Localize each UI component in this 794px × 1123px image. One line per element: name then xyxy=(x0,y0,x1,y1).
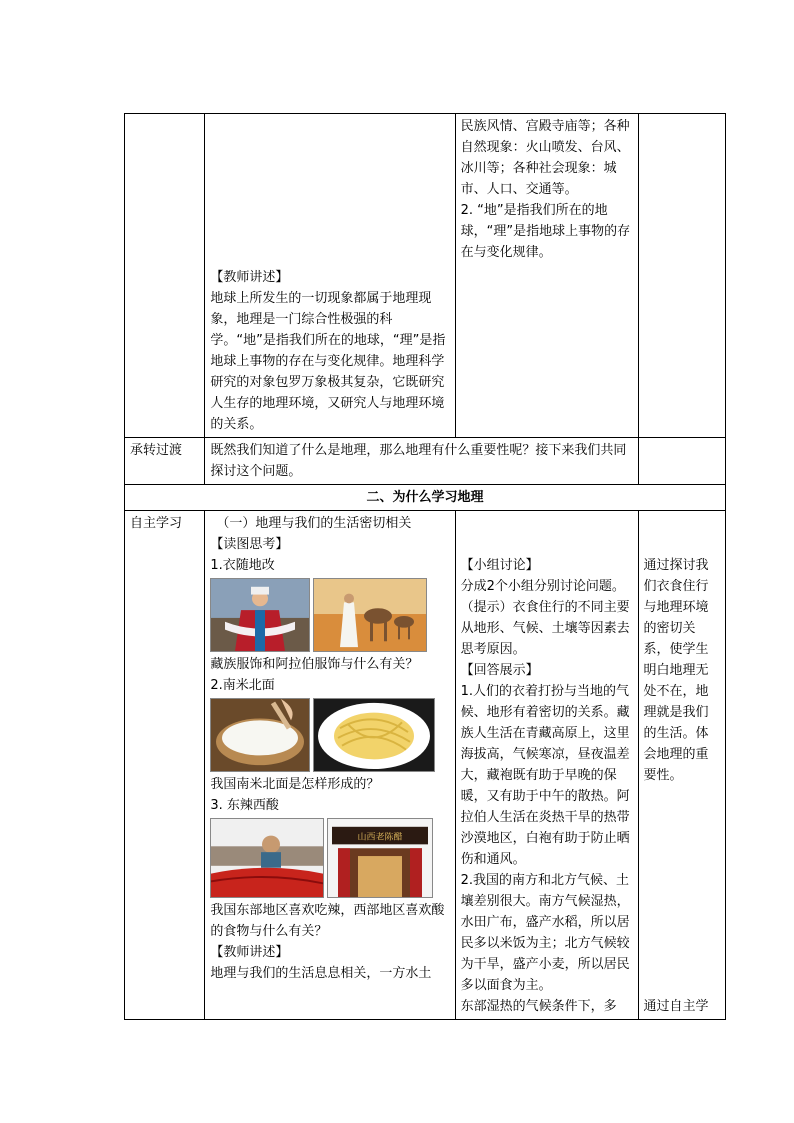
teacher-label-2: 【教师讲述】 xyxy=(210,945,289,960)
design-intent-text-2: 通过自主学 xyxy=(643,999,709,1014)
cell-teacher-activity xyxy=(205,114,455,438)
taste-images xyxy=(210,818,449,898)
clothing-images xyxy=(210,578,449,652)
cell-stage-empty xyxy=(125,114,205,438)
lesson-plan-table xyxy=(124,113,726,1020)
student-text-2: 2. “地”是指我们所在的地球，“理”是指地球上事物的存在与变化规律。 xyxy=(460,203,631,260)
teacher-text: 地球上所发生的一切现象都属于地理现象，地理是一门综合性极强的科学。“地”是指我们所在的地球，“理”是指地球上事物的存在与变化规律。地理科学研究的对象包罗万象极其复杂，它既研究人生存的地理环境，又研究人与地理环境的关系。 xyxy=(210,291,446,432)
rice-photo xyxy=(210,698,310,772)
item2-title: 2.南米北面 xyxy=(210,678,275,693)
group-discussion-text: 分成2个小组分别讨论问题。（提示）衣食住行的不同主要从地形、气候、土壤等因素去思考原因。 xyxy=(460,579,630,657)
transition-label: 承转过渡 xyxy=(125,438,205,485)
answer-2: 2.我国的南方和北方气候、土壤差别很大。南方气候湿热，水田广布，盛产水稻，所以居民多以米饭为主；北方气候较为干旱，盛产小麦，所以居民多以面食为主。 xyxy=(460,873,630,993)
cell-intent-empty xyxy=(638,114,725,438)
arab-desert-photo xyxy=(313,578,427,652)
section-title: 二、为什么学习地理 xyxy=(125,485,726,511)
section-heading: （一）地理与我们的生活密切相关 xyxy=(216,516,412,531)
cell-self-study-intent xyxy=(638,511,725,1020)
item2-question: 我国南米北面是怎样形成的？ xyxy=(210,777,380,792)
answer-1: 1.人们的衣着打扮与当地的气候、地形有着密切的关系。藏族人生活在青藏高原上，这里海拔高，气候寒凉，昼夜温差大，藏袍既有助于早晚的保暖，又有助于中午的散热。阿拉伯人生活在炎热干旱的热带沙漠地区，白袍有助于防止晒伤和通风。 xyxy=(460,684,630,867)
answer-3: 东部湿热的气候条件下，多 xyxy=(460,999,617,1014)
transition-text: 既然我们知道了什么是地理，那么地理有什么重要性呢？接下来我们共同探讨这个问题。 xyxy=(205,438,638,485)
table-row-continued xyxy=(125,114,726,438)
item1-title: 1.衣随地改 xyxy=(210,558,275,573)
design-intent-text: 通过探讨我们衣食住行与地理环境的密切关系，使学生明白地理无处不在，地理就是我们的生活。体会地理的重要性。 xyxy=(643,558,709,783)
teacher-text-2: 地理与我们的生活息息相关，一方水土 xyxy=(210,966,432,981)
answer-label: 【回答展示】 xyxy=(460,663,539,678)
read-think-label: 【读图思考】 xyxy=(210,537,289,552)
cell-self-study-teacher xyxy=(205,511,455,1020)
student-text-1: 民族风情、宫殿寺庙等；各种自然现象：火山喷发、台风、冰川等；各种社会现象：城市、人口、交通等。 xyxy=(460,119,630,197)
self-study-label: 自主学习 xyxy=(125,511,205,1020)
item1-question: 藏族服饰和阿拉伯服饰与什么有关？ xyxy=(210,657,419,672)
table-row-section-title xyxy=(125,485,726,511)
cell-student-activity xyxy=(455,114,638,438)
cell-self-study-student xyxy=(455,511,638,1020)
noodles-photo xyxy=(313,698,435,772)
cell-transition-empty xyxy=(638,438,725,485)
vinegar-shop-photo xyxy=(327,818,433,898)
chili-photo xyxy=(210,818,324,898)
table-row-transition xyxy=(125,438,726,485)
item3-question: 我国东部地区喜欢吃辣，西部地区喜欢酸的食物与什么有关？ xyxy=(210,903,445,939)
item3-title: 3. 东辣西酸 xyxy=(210,798,279,813)
teacher-label: 【教师讲述】 xyxy=(210,270,289,285)
group-discussion-label: 【小组讨论】 xyxy=(460,558,539,573)
shop-sign: 山西老陈醋 xyxy=(357,832,403,843)
table-row-self-study xyxy=(125,511,726,1020)
staple-food-images xyxy=(210,698,449,772)
tibetan-costume-photo xyxy=(210,578,310,652)
